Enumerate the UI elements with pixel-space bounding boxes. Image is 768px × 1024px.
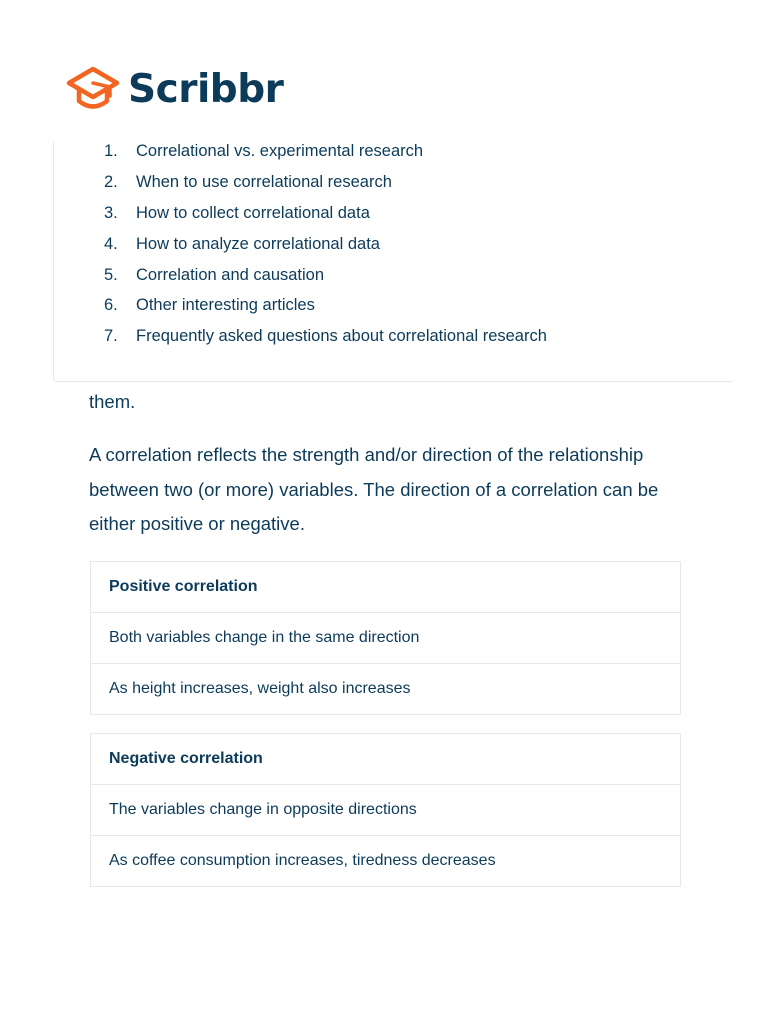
toc-item-link[interactable]: Other interesting articles [136, 296, 315, 314]
graduation-cap-icon[interactable] [64, 64, 122, 114]
table-cell: Both variables change in the same direction [91, 613, 681, 664]
table-cell: As height increases, weight also increases [109, 680, 411, 697]
toc-item-link[interactable]: When to use correlational research [136, 173, 392, 191]
toc-item-link[interactable]: Correlation and causation [136, 266, 325, 284]
table-cell: The variables change in opposite directions [91, 785, 681, 836]
table-of-contents [53, 142, 733, 382]
table-heading: Positive correlation [91, 562, 681, 613]
table-header-row [91, 562, 681, 613]
toc-item-number: 4. [104, 235, 118, 253]
negative-correlation-table [90, 733, 681, 887]
toc-item-link[interactable]: Frequently asked questions about correlational research [136, 327, 547, 345]
toc-item-number: 2. [104, 173, 118, 191]
site-header [64, 64, 283, 114]
positive-correlation-table [90, 561, 681, 715]
table-cell: As coffee consumption increases, tiredness decreases [109, 852, 496, 869]
table-row [91, 785, 681, 836]
toc-item-number: 7. [104, 327, 118, 345]
toc-item-link[interactable]: Correlational vs. experimental research [136, 142, 424, 160]
table-row [91, 613, 681, 664]
table-row [91, 836, 681, 887]
toc-item-link[interactable]: How to collect correlational data [136, 204, 370, 222]
toc-item-number: 6. [104, 296, 118, 314]
toc-item-number: 5. [104, 266, 118, 284]
table-header-row [91, 734, 681, 785]
toc-item-number: 1. [104, 142, 118, 160]
toc-item-number: 3. [104, 204, 118, 222]
text-fragment: them. [89, 391, 136, 412]
table-row [91, 664, 681, 715]
toc-item-link[interactable]: How to analyze correlational data [136, 235, 380, 253]
correlation-paragraph: A correlation reflects the strength and/or direction of the relationship between two (or more) variables. The direction of a correlation can be either positive or negative. [89, 444, 659, 534]
table-heading: Negative correlation [91, 734, 681, 785]
brand-name[interactable]: Scribbr [128, 66, 284, 112]
